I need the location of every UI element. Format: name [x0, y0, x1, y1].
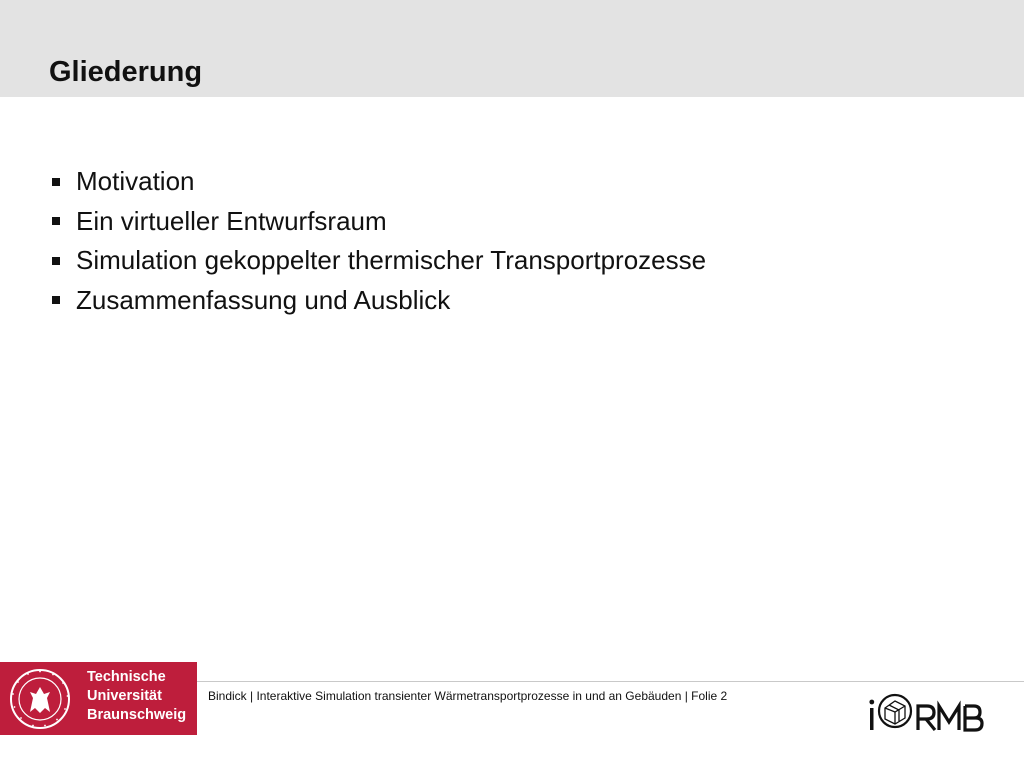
agenda-item — [48, 162, 706, 202]
agenda-item — [48, 281, 706, 321]
square-bullet-icon — [52, 296, 60, 304]
agenda-item — [48, 241, 706, 281]
tu-braunschweig-logo — [0, 662, 197, 735]
irmb-logo-icon — [866, 692, 992, 738]
agenda-item — [48, 202, 706, 242]
slide-title: Gliederung — [49, 56, 203, 88]
logo-line-1: Technische — [87, 669, 166, 685]
footer-divider — [197, 681, 1024, 682]
agenda-item-label: Motivation — [76, 166, 195, 197]
logo-line-3: Braunschweig — [87, 707, 187, 723]
footer-text: Bindick | Interaktive Simulation transienter Wärmetransportprozesse in und an Gebäuden | Folie 2 — [208, 689, 728, 703]
square-bullet-icon — [52, 178, 60, 186]
agenda-list — [48, 162, 706, 320]
tu-braunschweig-wordmark — [87, 668, 186, 725]
agenda-item-label: Zusammenfassung und Ausblick — [76, 284, 451, 315]
square-bullet-icon — [52, 257, 60, 265]
agenda-item-label: Ein virtueller Entwurfsraum — [76, 205, 387, 236]
tu-braunschweig-seal-icon — [9, 668, 71, 730]
agenda-item-label: Simulation gekoppelter thermischer Transportprozesse — [76, 245, 707, 276]
square-bullet-icon — [52, 217, 60, 225]
logo-line-2: Universität — [87, 688, 162, 704]
